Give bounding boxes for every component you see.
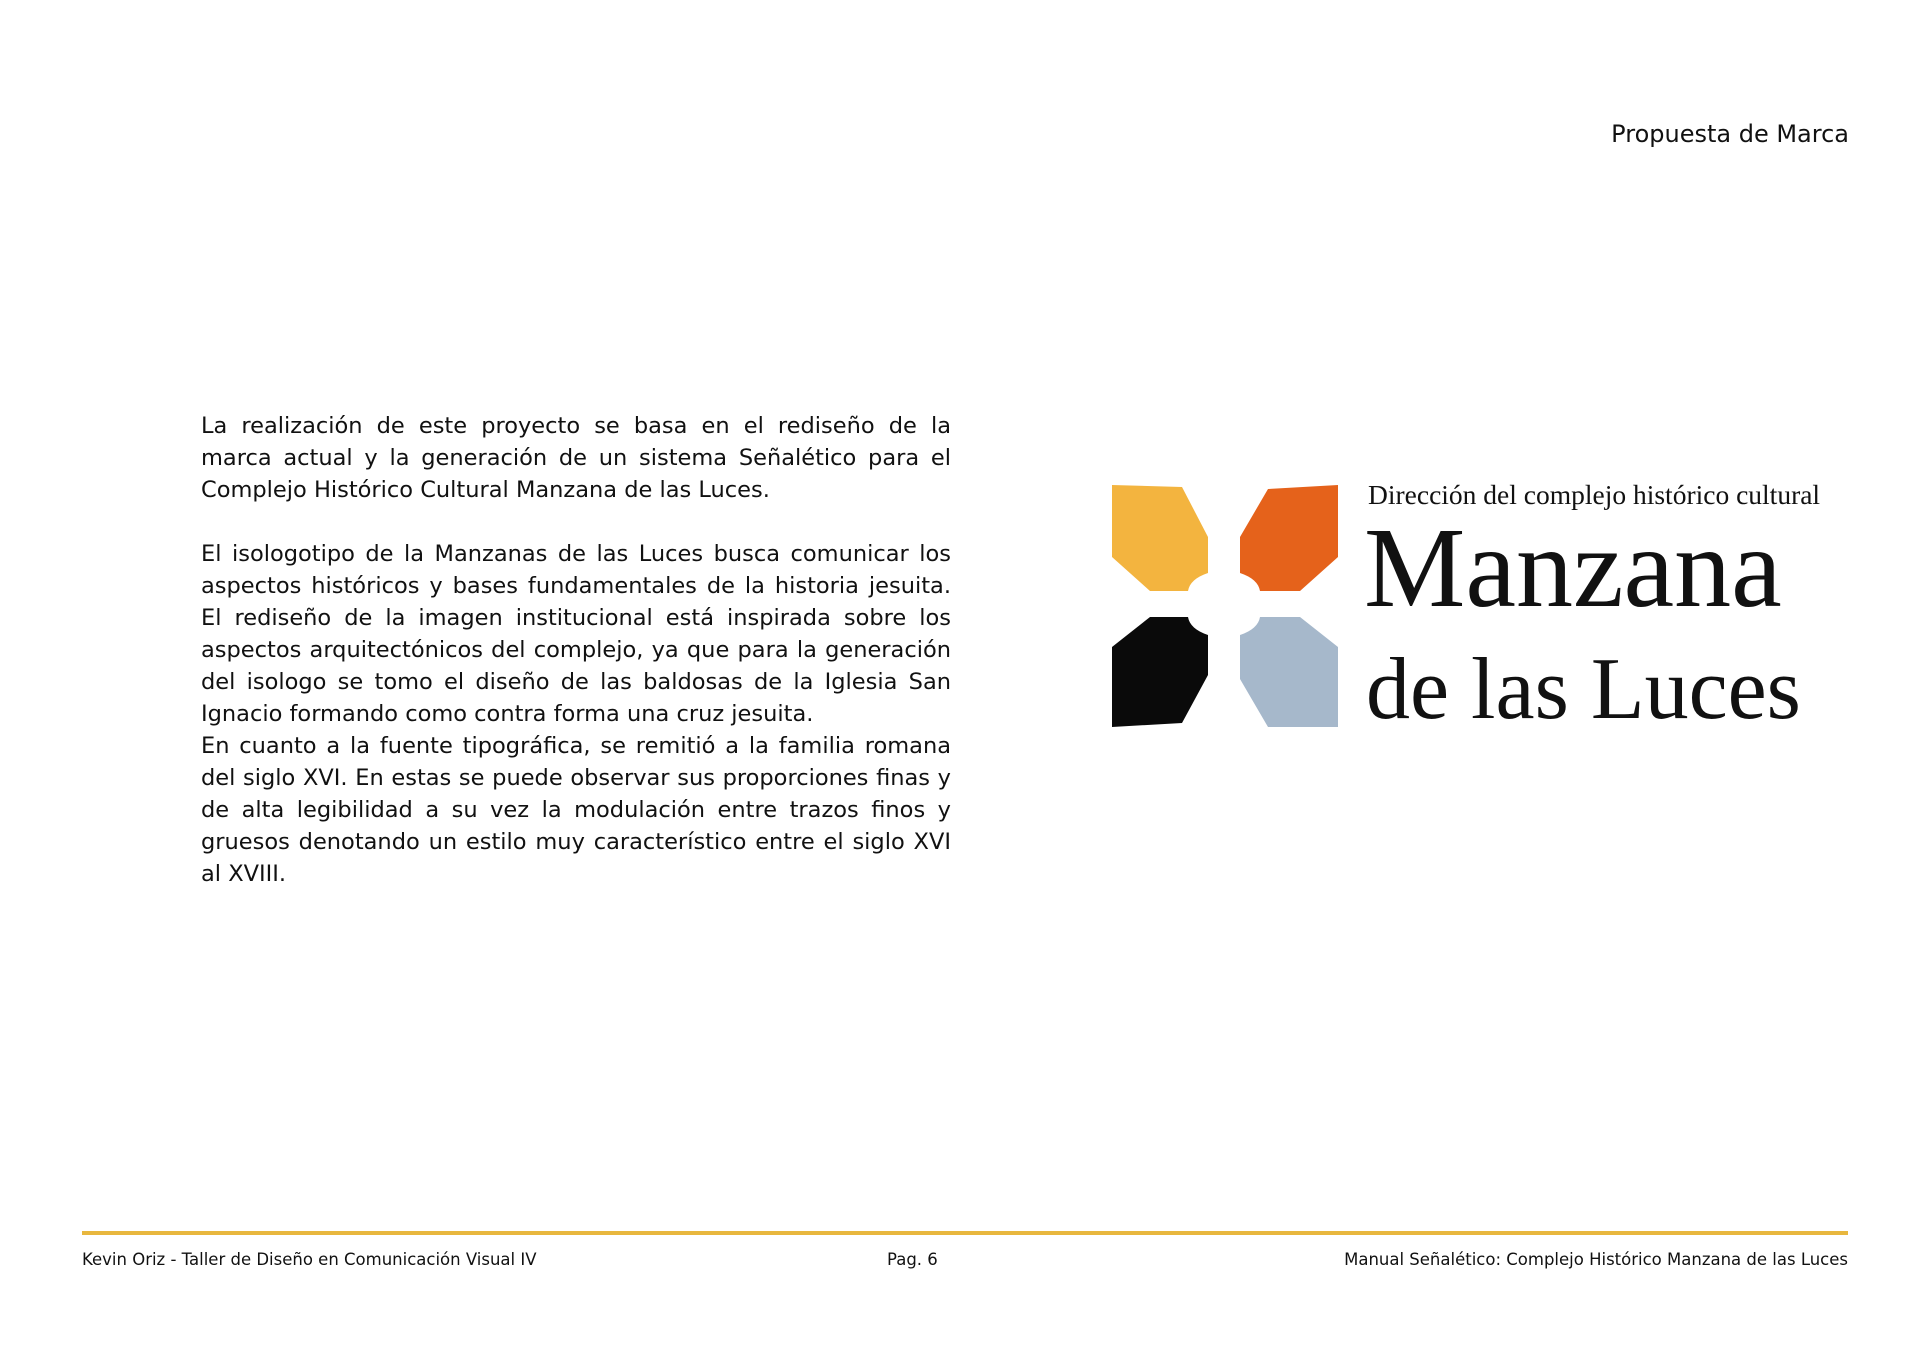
tile-top-left [1112,485,1208,591]
footer-divider [82,1231,1848,1235]
jesuit-cross-isotype-icon [1110,479,1340,729]
paragraph-typography: En cuanto a la fuente tipográfica, se remitió a la familia romana del siglo XVI. En estas se puede observar sus proporciones finas y de alta legibilidad a su vez la modulación entre trazos finos y gruesos denotando un estilo muy característico entre el siglo XVI al XVIII. [201,733,951,887]
body-text [201,410,951,890]
page-number: Pag. 6 [887,1250,938,1269]
footer-manual-title: Manual Señalético: Complejo Histórico Manzana de las Luces [1344,1250,1848,1269]
paragraph-isologo: El isologotipo de la Manzanas de las Luces busca comunicar los aspectos históricos y bases fundamentales de la historia jesuita. El rediseño de la imagen institucional está inspirada sobre los aspectos arquitectónicos del complejo, ya que para la generación del isologo se tomo el diseño de las baldosas de la Iglesia San Ignacio formando como contra forma una cruz jesuita. [201,541,951,727]
logo-name-line1: Manzana [1364,504,1782,631]
footer-author: Kevin Oriz - Taller de Diseño en Comunicación Visual IV [82,1250,537,1269]
paragraph-intro: La realización de este proyecto se basa en el rediseño de la marca actual y la generación de un sistema Señalético para el Complejo Histórico Cultural Manzana de las Luces. [201,413,951,503]
tile-top-right [1240,485,1338,591]
section-title: Propuesta de Marca [1611,120,1849,148]
brand-logo [1110,475,1850,738]
tile-bottom-left [1112,617,1208,727]
logo-name-line2: de las Luces [1366,641,1801,738]
tile-bottom-right [1240,617,1338,727]
logo-subtitle: Dirección del complejo histórico cultural [1368,479,1821,510]
